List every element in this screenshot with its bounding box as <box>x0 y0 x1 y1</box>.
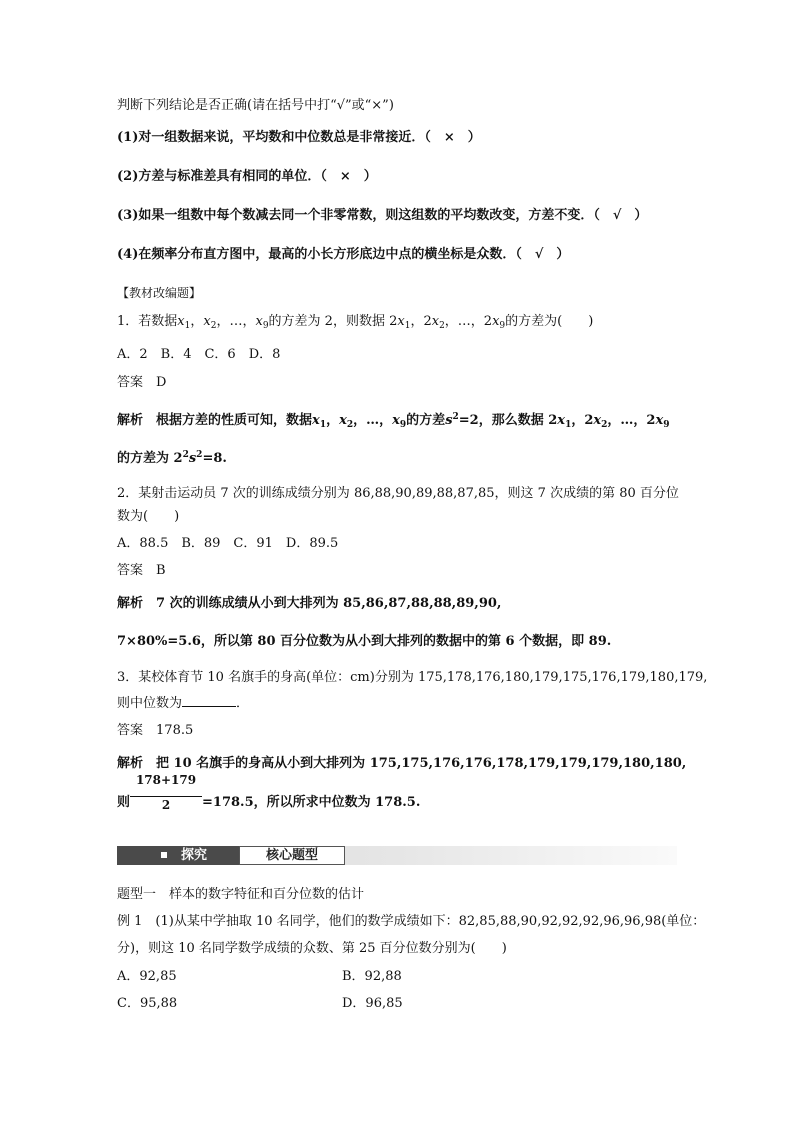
option-c: C．95,88 <box>117 996 178 1011</box>
square-bullet-icon <box>161 852 167 858</box>
q3-analysis-label: 解析 <box>117 756 144 771</box>
q1-analysis-text-3: =2，那么数据 2 <box>458 413 558 428</box>
q1-analysis: 解析 根据方差的性质可知，数据$x_1$，$x_2$，…，$x_9$的方差$s^2=2$，那么数据 $2x_1$，$2x_2$，…，$2x_9$ <box>117 412 670 430</box>
q2-answer <box>117 562 166 580</box>
q3-frac-prefix: 则 <box>117 795 131 810</box>
q3-answer-value: 178.5 <box>156 723 194 738</box>
banner-dark-tab <box>117 846 239 865</box>
question-1: 1．若数据$x_1$，$x_2$，…，$x_9$的方差为 2，则数据 $2x_1$，$2x_2$，…，$2x_9$的方差为( ) <box>117 314 594 331</box>
q1-analysis-text-1: 根据方差的性质可知，数据 <box>156 413 313 428</box>
type1-title: 题型一 样本的数字特征和百分位数的估计 <box>117 887 365 902</box>
question-3-line1: 3．某校体育节 10 名旗手的身高(单位：cm)分别为 175,178,176,180,179,175,176,179,180,179, <box>117 670 708 685</box>
q3-frac-denominator: 2 <box>161 798 171 812</box>
example1-options-row2 <box>117 995 177 1013</box>
section-tag: 【教材改编题】 <box>117 286 202 300</box>
example1-options-row1 <box>117 968 177 986</box>
q2-analysis-label: 解析 <box>117 596 144 611</box>
section-banner <box>117 846 677 865</box>
q1-answer-value: D <box>156 375 167 390</box>
q3-analysis <box>117 755 686 773</box>
q1-options: A．2 B．4 C．6 D．8 <box>117 347 281 362</box>
question-2-line1: 2．某射击运动员 7 次的训练成绩分别为 86,88,90,89,88,87,85，则这 7 次成绩的第 80 百分位 <box>117 486 679 501</box>
q3-answer-blank <box>182 694 236 707</box>
q3-fraction-line <box>117 773 421 812</box>
option-a: A．92,85 <box>117 969 177 984</box>
q3-answer <box>117 722 193 740</box>
question-3-line2 <box>117 694 249 712</box>
option-d: D．96,85 <box>342 996 403 1011</box>
example1-line2: 分)，则这 10 名同学数学成绩的众数、第 25 百分位数分别为( ) <box>117 941 507 956</box>
example1-line1: 例 1 (1)从某中学抽取 10 名同学，他们的数学成绩如下：82,85,88,90,92,92,92,96,96,98(单位： <box>117 914 706 929</box>
q3-answer-label: 答案 <box>117 723 144 738</box>
q2-answer-value: B <box>156 563 166 578</box>
question-2-line2: 数为( ) <box>117 509 180 524</box>
q2-options: A．88.5 B．89 C．91 D．89.5 <box>117 536 339 551</box>
judgment-4: (4)在频率分布直方图中，最高的小长方形底边中点的横坐标是众数．（ √ ） <box>117 247 570 262</box>
q1-pre: 1．若数据 <box>117 314 178 329</box>
q1-analysis-line2-b: =8. <box>202 451 227 466</box>
q2-answer-label: 答案 <box>117 563 144 578</box>
banner-left-label: 探究 <box>181 848 208 863</box>
q1-suffix: 的方差为 2，则数据 2 <box>268 314 398 329</box>
q3-frac-bar <box>130 796 202 797</box>
q2-analysis-text: 7 次的训练成绩从小到大排列为 85,86,87,88,88,89,90, <box>156 596 502 611</box>
q1-answer <box>117 374 166 392</box>
q1-answer-label: 答案 <box>117 375 144 390</box>
option-b: B．92,88 <box>342 969 402 984</box>
q1-analysis-line2-a: 的方差为 2 <box>117 451 183 466</box>
q3-fraction <box>130 773 202 812</box>
intro-text: 判断下列结论是否正确(请在括号中打“√”或“×”) <box>117 98 394 113</box>
q3-frac-suffix: =178.5，所以所求中位数为 178.5. <box>202 795 421 810</box>
q2-analysis <box>117 595 501 613</box>
q1-analysis-label: 解析 <box>117 413 144 428</box>
q3-analysis-text: 把 10 名旗手的身高从小到大排列为 175,175,176,176,178,179,179,179,180,180, <box>156 756 687 771</box>
banner-right-label: 核心题型 <box>239 846 345 865</box>
q1-suffix2: 的方差为( ) <box>505 314 594 329</box>
q3-line2-text: 则中位数为 <box>117 696 183 711</box>
q3-frac-numerator: 178+179 <box>135 773 197 787</box>
q2-analysis-line2: 7×80%=5.6，所以第 80 百分位数为从小到大排列的数据中的第 6 个数据，即 89. <box>117 634 612 649</box>
judgment-2: (2)方差与标准差具有相同的单位．（ × ） <box>117 169 377 184</box>
q3-line2-end: ． <box>236 696 250 711</box>
judgment-1: (1)对一组数据来说，平均数和中位数总是非常接近．（ × ） <box>117 130 481 145</box>
judgment-3: (3)如果一组数中每个数减去同一个非零常数，则这组数的平均数改变，方差不变．（ √ ） <box>117 208 648 223</box>
q1-analysis-text-2: 的方差 <box>406 413 446 428</box>
q1-analysis-line2: 的方差为 $2^2s^2=8$. <box>117 450 227 466</box>
